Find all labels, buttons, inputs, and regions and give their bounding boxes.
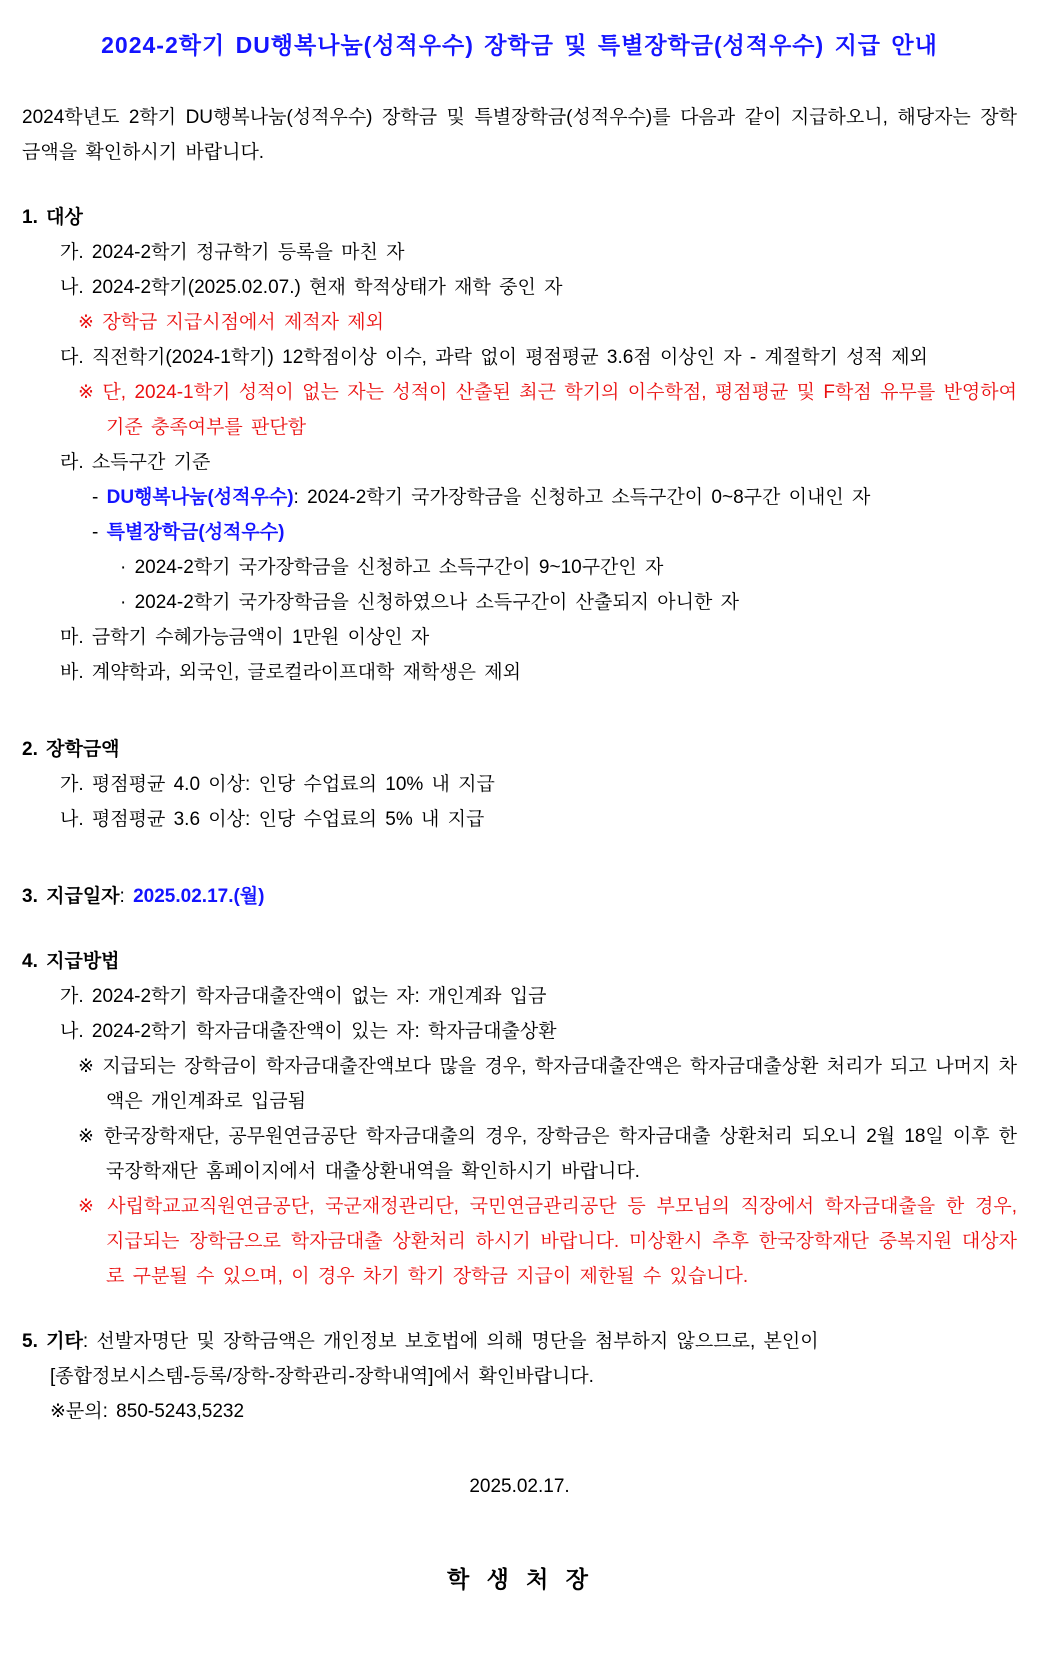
section2-heading: 2. 장학금액	[22, 739, 120, 760]
section1-item-ga: 가. 2024-2학기 정규학기 등록을 마친 자	[60, 242, 405, 263]
dash-mark: -	[92, 487, 99, 508]
section4-note1: ※ 지급되는 장학금이 학자금대출잔액보다 많을 경우, 학자금대출잔액은 학자금대출상환 처리가 되고 나머지 차액은 개인계좌로 입금됨	[78, 1056, 1017, 1112]
section1-item-ba: 바. 계약학과, 외국인, 글로컬라이프대학 재학생은 제외	[60, 662, 522, 683]
section1-heading: 1. 대상	[22, 207, 83, 228]
section2-item-ga: 가. 평점평균 4.0 이상: 인당 수업료의 10% 내 지급	[60, 774, 495, 795]
signature: 학 생 처 장	[446, 1566, 593, 1592]
page-title: 2024-2학기 DU행복나눔(성적우수) 장학금 및 특별장학금(성적우수) 지급 안내	[101, 32, 938, 58]
section1-item-da: 다. 직전학기(2024-1학기) 12학점이상 이수, 과락 없이 평점평균 3.6점 이상인 자 - 계절학기 성적 제외	[60, 347, 928, 368]
section3-heading: 3. 지급일자	[22, 886, 120, 907]
section-target	[22, 200, 1017, 690]
section1-item-na: 나. 2024-2학기(2025.02.07.) 현재 학적상태가 재학 중인 자	[60, 277, 563, 298]
section1-special-scholarship-line	[22, 515, 1017, 550]
section-etc	[22, 1324, 1017, 1429]
section1-note-da: ※ 단, 2024-1학기 성적이 없는 자는 성적이 산출된 최근 학기의 이수학점, 평점평균 및 F학점 유무를 반영하여 기준 충족여부를 판단함	[78, 382, 1017, 438]
section4-note2: ※ 한국장학재단, 공무원연금공단 학자금대출의 경우, 장학금은 학자금대출 상환처리 되오니 2월 18일 이후 한국장학재단 홈페이지에서 대출상환내역을 확인하시기 바랍니다.	[78, 1126, 1017, 1182]
section5-line2: [종합정보시스템-등록/장학-장학관리-장학내역]에서 확인바랍니다.	[50, 1366, 594, 1387]
du-scholarship-text: : 2024-2학기 국가장학금을 신청하고 소득구간이 0~8구간 이내인 자	[293, 487, 871, 508]
section-amount	[22, 732, 1017, 837]
dash-mark: -	[92, 522, 99, 543]
section-payment-method	[22, 944, 1017, 1294]
section5-contact: ※문의: 850-5243,5232	[50, 1401, 245, 1422]
section1-du-scholarship-line	[22, 480, 1017, 515]
section4-heading: 4. 지급방법	[22, 951, 120, 972]
section1-special-sub2: · 2024-2학기 국가장학금을 신청하였으나 소득구간이 산출되지 아니한 자	[120, 592, 739, 613]
section1-special-sub1: · 2024-2학기 국가장학금을 신청하고 소득구간이 9~10구간인 자	[120, 557, 664, 578]
section1-note-na: ※ 장학금 지급시점에서 제적자 제외	[78, 312, 384, 333]
section5-heading-rest: : 선발자명단 및 장학금액은 개인정보 보호법에 의해 명단을 첨부하지 않으므로, 본인이	[82, 1331, 819, 1352]
du-scholarship-label: DU행복나눔(성적우수)	[106, 487, 294, 508]
section4-item-ga: 가. 2024-2학기 학자금대출잔액이 없는 자: 개인계좌 입금	[60, 986, 547, 1007]
section-payment-date	[22, 879, 1017, 914]
section1-item-ra: 라. 소득구간 기준	[60, 452, 211, 473]
section4-note3: ※ 사립학교교직원연금공단, 국군재정관리단, 국민연금관리공단 등 부모님의 직장에서 학자금대출을 한 경우, 지급되는 장학금으로 학자금대출 상환처리 하시기 바랍니다. 미상환시 추후 한국장학재단 중복지원 대상자로 구분될 수 있으며, 이 경우 차기 학기 장학금 지급이 제한될 수 있습니다.	[78, 1196, 1017, 1287]
section4-item-na: 나. 2024-2학기 학자금대출잔액이 있는 자: 학자금대출상환	[60, 1021, 557, 1042]
document-date: 2025.02.17.	[469, 1476, 570, 1497]
section1-item-ma: 마. 금학기 수혜가능금액이 1만원 이상인 자	[60, 627, 430, 648]
section5-heading-line	[22, 1324, 1017, 1359]
intro-paragraph: 2024학년도 2학기 DU행복나눔(성적우수) 장학금 및 특별장학금(성적우수)를 다음과 같이 지급하오니, 해당자는 장학금액을 확인하시기 바랍니다.	[22, 107, 1017, 163]
payment-date-value: 2025.02.17.(월)	[133, 886, 265, 907]
special-scholarship-label: 특별장학금(성적우수)	[106, 522, 285, 543]
section3-colon: :	[119, 886, 125, 907]
section5-heading: 5. 기타	[22, 1331, 83, 1352]
section2-item-na: 나. 평점평균 3.6 이상: 인당 수업료의 5% 내 지급	[60, 809, 485, 830]
